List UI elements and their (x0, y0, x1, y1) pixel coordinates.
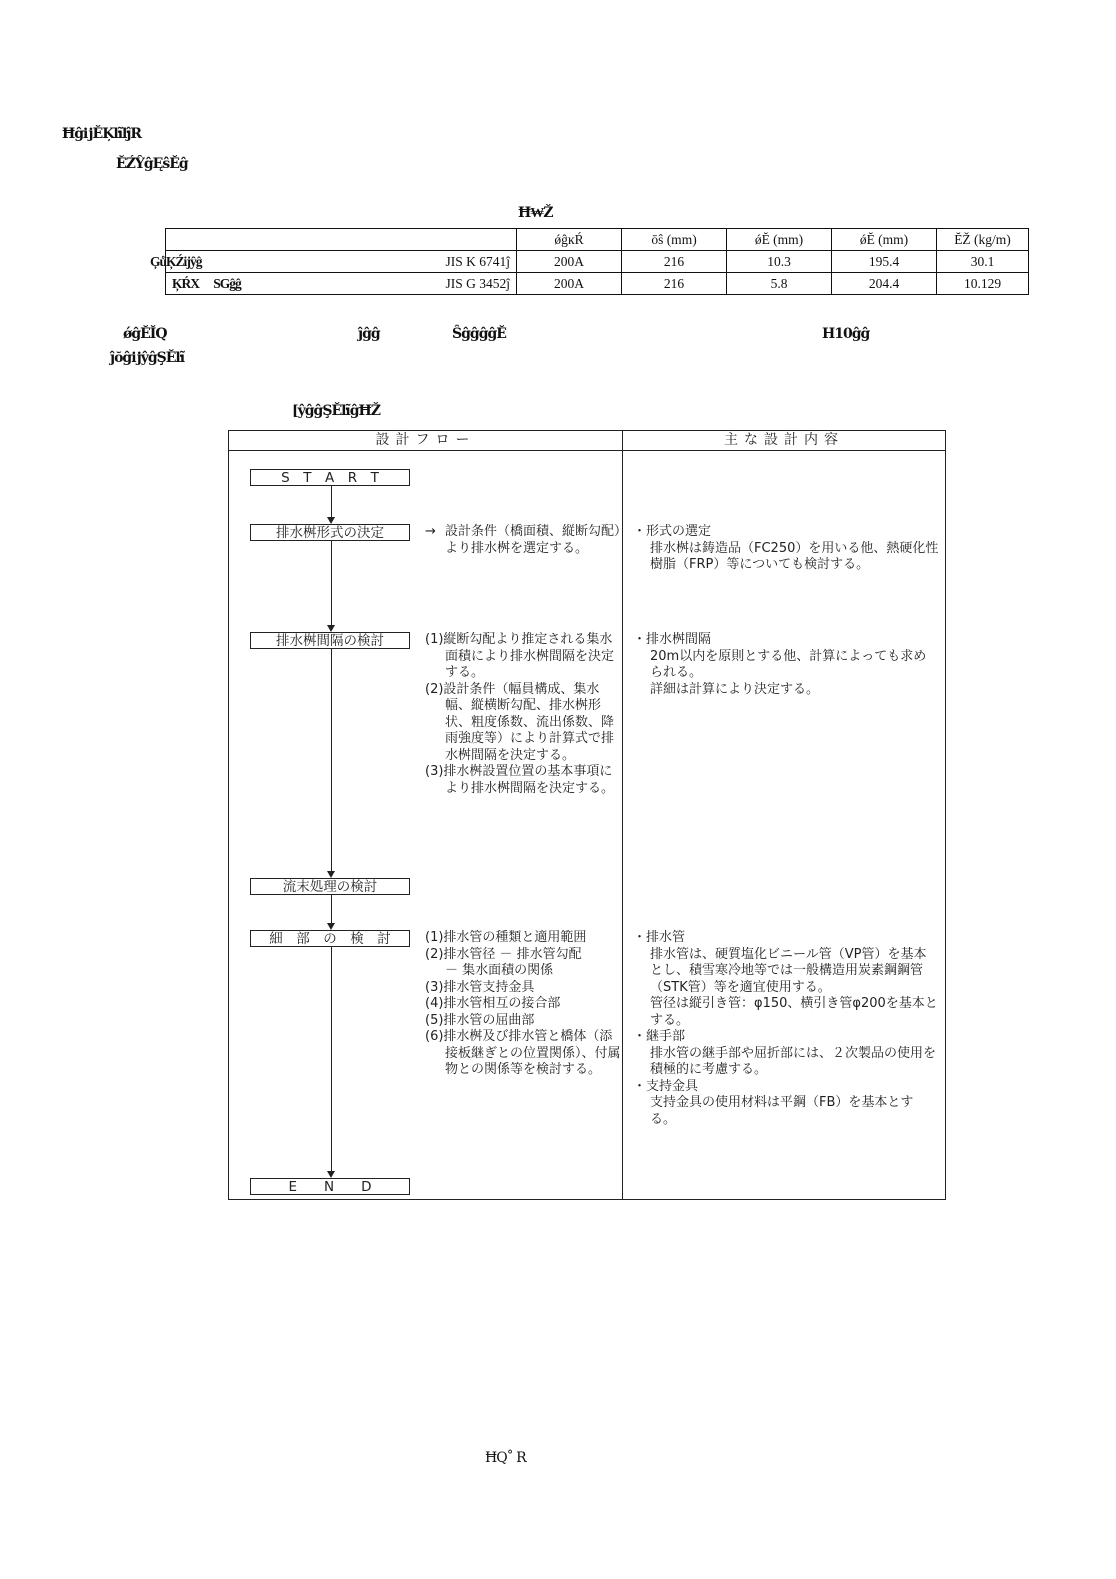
arrowhead-icon (327, 923, 335, 930)
flow-box-start: S T A R T (250, 469, 410, 486)
table-cell: 10.3 (727, 251, 832, 273)
row-label-cell (166, 273, 517, 295)
figure-caption: [ŷĝĝŞĔŀĩĝĦŽ (292, 403, 380, 419)
paragraph-segment: H10ĝĝ (822, 326, 870, 342)
content-body: 支持金具の使用材料は平鋼（FB）を基本とする。 (650, 1095, 914, 1127)
detail-content (633, 930, 939, 1128)
flow-box-spacing-study: 排水桝間隔の検討 (250, 632, 410, 649)
row-label-cell (150, 251, 517, 273)
right-arrow-icon: → (425, 524, 436, 539)
table-header-row (166, 229, 1029, 251)
list-item: (3)排水桝設置位置の基本事項により排水桝間隔を決定する。 (425, 764, 615, 796)
content-body: 詳細は計算により決定する。 (650, 681, 820, 697)
list-item: － 集水面積の関係 (445, 963, 554, 978)
table-header-cell: ǿĝĸŔ (517, 229, 622, 251)
list-item: (5)排水管の屈曲部 (425, 1012, 535, 1028)
detail-study-notes (425, 930, 621, 1079)
list-item: (1)縦断勾配より推定される集水面積により排水桝間隔を決定する。 (425, 632, 615, 680)
section-heading: ĦĝĳĚĶŀĩŀĵR (62, 126, 142, 142)
flow-column-header: 設計フロー (375, 432, 476, 448)
table-cell: 216 (622, 251, 727, 273)
pipe-spec-table (150, 228, 1029, 295)
table-cell: 10.129 (937, 273, 1029, 295)
content-body: 20m以内を原則とする他、計算によっても求められる。 (650, 648, 927, 680)
arrowhead-icon (327, 1171, 335, 1178)
row-standard: JIS G 3452ĵ (445, 275, 510, 291)
table-header-blank (166, 229, 517, 251)
header-rule (229, 450, 945, 451)
table-header-cell: ĔŽ (kg/m) (937, 229, 1029, 251)
flow-box-end: E N D (250, 1178, 410, 1195)
paragraph-segment: ŜĝĝĝĝĔ (452, 326, 506, 342)
list-item: (4)排水管相互の接合部 (425, 996, 561, 1011)
table-cell: 30.1 (937, 251, 1029, 273)
list-item: (1)排水管の種類と適用範囲 (425, 930, 587, 945)
list-item: (2)設計条件（幅員構成、集水幅、縦横断勾配、排水桝形状、粗度係数、流出係数、降雨強度等）により計算式で排水桝間隔を決定する。 (425, 681, 615, 763)
content-title: ・支持金具 (633, 1078, 699, 1094)
table-row (166, 251, 1029, 273)
row-standard: JIS K 6741ĵ (445, 253, 510, 269)
flow-connector (331, 541, 332, 625)
form-decision-note (425, 524, 621, 557)
content-body: 排水管は、硬質塩化ビニール管（VP管）を基本とし、積雪寒冷地等では一般構造用炭素鋼鋼管（STK管）等を適宜使用する。 (650, 946, 927, 995)
content-title: ・継手部 (633, 1029, 686, 1044)
paragraph-line: ĵŏĝĳŷĝŞĔŀĩ (110, 350, 185, 366)
arrowhead-icon (327, 517, 335, 524)
content-column-header: 主な設計内容 (724, 432, 844, 448)
column-divider (622, 431, 623, 1199)
flow-connector (331, 947, 332, 1171)
flow-box-detail-study: 細 部 の 検 討 (250, 930, 410, 947)
content-title: ・排水管 (633, 930, 686, 945)
list-item: (2)排水管径 － 排水管勾配 (425, 946, 582, 962)
content-title: ・排水桝間隔 (633, 632, 712, 647)
table-header-cell: ǿĔ (mm) (727, 229, 832, 251)
content-body: 管径は縦引き管：φ150、横引き管φ200を基本とする。 (650, 996, 938, 1028)
form-selection-content (633, 524, 939, 574)
content-title: ・形式の選定 (633, 524, 712, 539)
page-number: ĦQ˚ R (485, 1450, 526, 1466)
table-header-cell: ōŝ (mm) (622, 229, 727, 251)
subsection-heading: ĔŹŶĝĘŝĔĝ (116, 156, 188, 172)
list-item: (3)排水管支持金具 (425, 979, 535, 995)
flow-connector (331, 649, 332, 871)
paragraph-segment: ǿĝĔĬQ (123, 326, 167, 342)
flow-connector (331, 486, 332, 517)
paragraph-segment: ĵĝĝ (358, 326, 380, 342)
table-cell: 204.4 (832, 273, 937, 295)
table-caption: Ħ₩Ž (518, 205, 553, 221)
arrowhead-icon (327, 625, 335, 632)
arrowhead-icon (327, 871, 335, 878)
flow-box-form-decision: 排水桝形式の決定 (250, 524, 410, 541)
table-cell: 200A (517, 251, 622, 273)
table-header-cell: ǿĔ (mm) (832, 229, 937, 251)
flow-connector (331, 895, 332, 923)
table-cell: 195.4 (832, 251, 937, 273)
flow-box-outlet-study: 流末処理の検討 (250, 878, 410, 895)
content-body: 排水桝は鋳造品（FC250）を用いる他、熱硬化性樹脂（FRP）等についても検討する。 (650, 540, 939, 572)
spacing-study-notes (425, 632, 621, 797)
table-cell: 200A (517, 273, 622, 295)
list-item: (6)排水桝及び排水管と橋体（添接板継ぎとの位置関係）、付属物との関係等を検討する。 (425, 1029, 621, 1077)
row-label: ĶŔX SGĝĝ (172, 275, 241, 291)
table-cell: 216 (622, 273, 727, 295)
content-body: 排水管の継手部や屈折部には、２次製品の使用を積極的に考慮する。 (650, 1045, 937, 1077)
design-flow-figure (228, 430, 946, 1200)
spacing-content (633, 632, 939, 698)
note-text: 設計条件（橋面積、縦断勾配）より排水桝を選定する。 (445, 524, 621, 556)
row-label: ĢůĶŹĳŷĝ (150, 253, 202, 269)
table-cell: 5.8 (727, 273, 832, 295)
table-row (166, 273, 1029, 295)
